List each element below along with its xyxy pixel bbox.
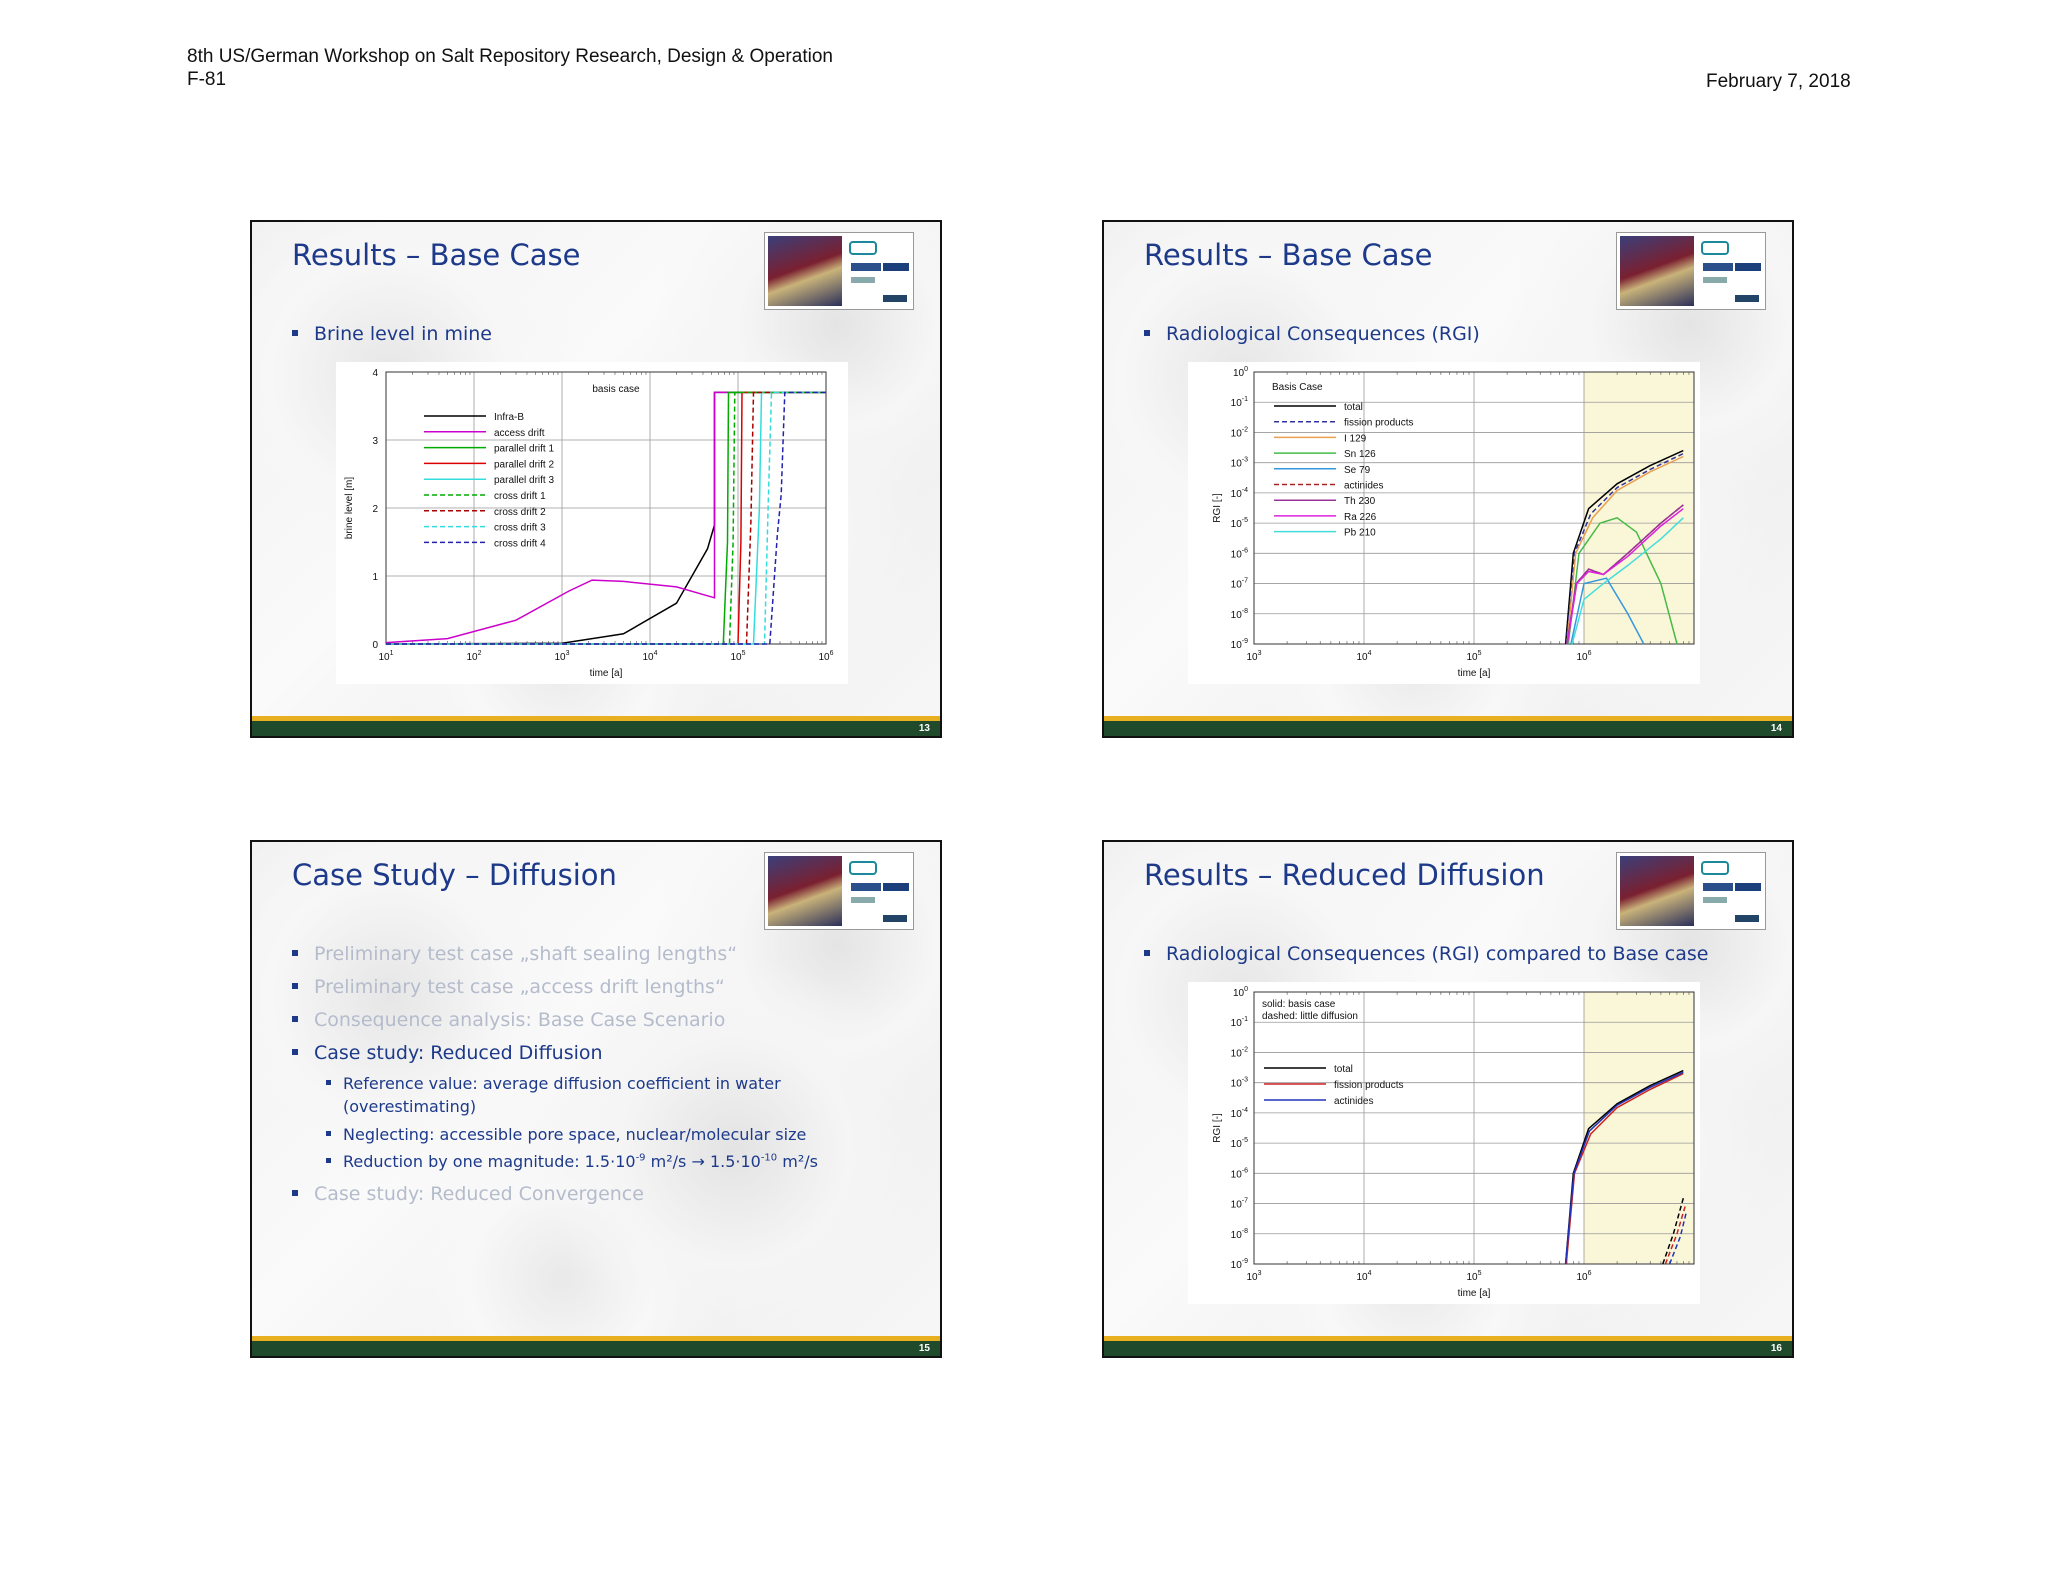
- series-line: [386, 392, 826, 644]
- tick-base: 10: [1576, 652, 1588, 663]
- bullet-item: Case study: Reduced Convergence: [292, 1183, 644, 1205]
- tick-base: 10: [1466, 652, 1478, 663]
- x-tick-label: [1356, 1270, 1371, 1283]
- bullet-item: Case study: Reduced Diffusion: [292, 1042, 603, 1064]
- slide-footer-bar: [252, 1336, 940, 1356]
- y-tick-label: [1231, 578, 1248, 591]
- chart-svg: [336, 362, 848, 684]
- legend-label: parallel drift 3: [494, 475, 555, 487]
- bullet-item: Radiological Consequences (RGI): [1144, 323, 1480, 345]
- document-code: F-81: [187, 69, 227, 90]
- tick-exponent: 4: [1367, 1270, 1372, 1277]
- slide-number: 16: [1770, 1343, 1782, 1354]
- bullet-item: Radiological Consequences (RGI) compared to Base case: [1144, 943, 1708, 965]
- tick-base: 10: [1356, 1272, 1368, 1283]
- legend-label: actinides: [1344, 480, 1384, 492]
- tick-exponent: -2: [1241, 1046, 1248, 1054]
- tick-exponent: -6: [1241, 547, 1248, 555]
- x-tick-label: [642, 650, 657, 663]
- sub-bullet-item: Reference value: average diffusion coefficient in water: [326, 1074, 781, 1093]
- y-axis-label: RGI [-]: [1212, 1113, 1223, 1143]
- slide-title: Results – Reduced Diffusion: [1144, 858, 1545, 892]
- y-tick-label: [1231, 1137, 1248, 1150]
- tick-exponent: 3: [1257, 1270, 1262, 1277]
- tick-exponent: -1: [1241, 1016, 1248, 1024]
- y-axis-label: brine level [m]: [344, 476, 355, 540]
- tick-base: 10: [730, 652, 742, 663]
- y-tick-label: [1231, 1198, 1248, 1211]
- tick-exponent: 4: [653, 650, 658, 657]
- x-tick-label: [1576, 650, 1591, 663]
- tick-base: 10: [1230, 549, 1242, 561]
- bullet-item: Consequence analysis: Base Case Scenario: [292, 1009, 725, 1031]
- slide-15: [250, 840, 942, 1358]
- legend-label: cross drift 4: [494, 538, 546, 550]
- tick-base: 10: [1230, 488, 1242, 500]
- tick-base: 10: [1576, 1272, 1588, 1283]
- legend-label: actinides: [1334, 1096, 1374, 1107]
- tick-base: 10: [1230, 398, 1242, 410]
- legend-label: Infra-B: [494, 412, 525, 423]
- tick-exponent: -6: [1241, 1167, 1248, 1175]
- legend-label: parallel drift 2: [494, 459, 555, 471]
- rgi-base-case-chart: [1188, 362, 1700, 684]
- slide-13: [250, 220, 942, 738]
- bullet-item: Brine level in mine: [292, 323, 492, 345]
- y-tick-label: [1231, 517, 1248, 530]
- series-line: [386, 392, 826, 644]
- y-tick-label: [1231, 426, 1248, 439]
- tick-exponent: -9: [1241, 1258, 1248, 1265]
- tick-base: 10: [1230, 1229, 1242, 1241]
- y-tick-label: [1231, 457, 1248, 470]
- x-axis-label: time [a]: [1457, 1288, 1491, 1299]
- tick-exponent: 5: [1477, 1270, 1482, 1277]
- slide-number: 15: [918, 1343, 930, 1354]
- legend-label: Se 79: [1344, 464, 1371, 476]
- tick-exponent: -4: [1241, 1106, 1248, 1114]
- slide-16: [1102, 840, 1794, 1358]
- tick-base: 10: [818, 652, 830, 663]
- x-tick-label: [378, 650, 393, 663]
- y-tick-label: [1231, 547, 1248, 560]
- tick-exponent: 6: [829, 650, 834, 657]
- chart-title: basis case: [592, 384, 640, 395]
- document-date: February 7, 2018: [1706, 71, 1851, 92]
- tick-exponent: -8: [1241, 607, 1248, 615]
- series-line: [386, 392, 826, 644]
- tick-base: 10: [1230, 458, 1242, 470]
- tick-exponent: 5: [741, 650, 746, 657]
- tick-base: 10: [642, 652, 654, 663]
- legend-label: fission products: [1344, 417, 1414, 429]
- y-tick-label: 2: [372, 504, 378, 515]
- tick-base: 10: [1246, 652, 1258, 663]
- legend-label: total: [1344, 402, 1363, 413]
- y-tick-label: [1233, 366, 1248, 379]
- tick-base: 10: [1230, 1108, 1242, 1120]
- tick-exponent: -1: [1241, 396, 1248, 404]
- legend-label: fission products: [1334, 1080, 1404, 1091]
- y-tick-label: [1231, 638, 1248, 651]
- legend-label: Ra 226: [1344, 511, 1377, 523]
- tick-base: 10: [1230, 609, 1242, 621]
- series-line: [386, 392, 826, 644]
- tick-exponent: -5: [1241, 1137, 1248, 1145]
- sub-bullet-item: Reduction by one magnitude: $1.5\cdot 10^{-9}$ $m^2/s \to 1.5\cdot 10^{-10}$ m²/s: [326, 1152, 818, 1171]
- tick-base: 10: [1232, 988, 1245, 999]
- y-tick-label: 0: [372, 640, 378, 651]
- tick-exponent: 1: [389, 650, 394, 657]
- tick-base: 10: [1230, 1139, 1242, 1151]
- x-tick-label: [818, 650, 833, 663]
- y-tick-label: 4: [372, 368, 378, 379]
- series-line: [386, 392, 826, 642]
- bullet-item: Preliminary test case „access drift lengths“: [292, 976, 725, 998]
- y-tick-label: [1231, 1258, 1248, 1271]
- x-tick-label: [730, 650, 745, 663]
- tick-exponent: -4: [1241, 486, 1248, 494]
- tick-exponent: -7: [1241, 1197, 1248, 1205]
- y-tick-label: [1231, 1077, 1248, 1090]
- slide-number: 13: [918, 723, 930, 734]
- legend-label: parallel drift 1: [494, 443, 555, 455]
- tick-base: 10: [466, 652, 478, 663]
- chart-subtitle: dashed: little diffusion: [1262, 1011, 1358, 1022]
- tick-base: 10: [1230, 579, 1242, 591]
- tick-exponent: 5: [1477, 650, 1482, 657]
- tick-base: 10: [378, 652, 390, 663]
- rgi-reduced-diffusion-chart: [1188, 982, 1700, 1304]
- tick-base: 10: [1232, 368, 1245, 379]
- series-line: [386, 392, 826, 644]
- tick-exponent: 0: [1244, 366, 1248, 373]
- legend-label: cross drift 2: [494, 506, 546, 518]
- tick-exponent: -2: [1241, 426, 1248, 434]
- y-tick-label: [1233, 986, 1248, 999]
- slide-footer-bar: [252, 716, 940, 736]
- x-tick-label: [1576, 1270, 1591, 1283]
- legend-label: cross drift 1: [494, 491, 546, 502]
- slide-title: Case Study – Diffusion: [292, 858, 617, 892]
- tick-exponent: -3: [1241, 1076, 1248, 1084]
- tick-exponent: -7: [1241, 577, 1248, 585]
- series-line: [386, 392, 826, 644]
- tick-base: 10: [554, 652, 566, 663]
- legend-label: cross drift 3: [494, 522, 546, 534]
- tick-base: 10: [1230, 1078, 1242, 1090]
- tick-base: 10: [1246, 1272, 1258, 1283]
- tick-exponent: 3: [565, 650, 570, 657]
- tick-base: 10: [1230, 640, 1242, 651]
- tick-exponent: 2: [477, 650, 482, 657]
- y-tick-label: 1: [372, 572, 378, 583]
- tick-exponent: -3: [1241, 456, 1248, 464]
- sub-bullet-item: Neglecting: accessible pore space, nuclear/molecular size: [326, 1125, 806, 1144]
- tick-base: 10: [1230, 1169, 1242, 1181]
- tick-base: 10: [1230, 1260, 1242, 1271]
- x-tick-label: [554, 650, 569, 663]
- tick-exponent: -8: [1241, 1227, 1248, 1235]
- tick-exponent: -9: [1241, 638, 1248, 645]
- chart-title: Basis Case: [1272, 382, 1323, 393]
- tick-exponent: 4: [1367, 650, 1372, 657]
- workshop-logo: [1616, 232, 1766, 310]
- legend-label: total: [1334, 1064, 1353, 1075]
- workshop-logo: [1616, 852, 1766, 930]
- x-tick-label: [466, 650, 481, 663]
- slide-14: [1102, 220, 1794, 738]
- slide-title: Results – Base Case: [1144, 238, 1433, 272]
- tick-exponent: 6: [1587, 1270, 1592, 1277]
- series-line: [386, 392, 826, 644]
- legend-label: Th 230: [1344, 496, 1376, 508]
- slide-title: Results – Base Case: [292, 238, 581, 272]
- tick-base: 10: [1466, 1272, 1478, 1283]
- x-tick-label: [1466, 650, 1481, 663]
- tick-exponent: 0: [1244, 986, 1248, 993]
- tick-exponent: 6: [1587, 650, 1592, 657]
- sub-bullet-continuation: (overestimating): [343, 1097, 477, 1116]
- brine-level-chart: [336, 362, 848, 684]
- chart-title: solid: basis case: [1262, 999, 1336, 1010]
- tick-base: 10: [1230, 1199, 1242, 1211]
- y-tick-label: [1231, 396, 1248, 409]
- x-axis-label: time [a]: [589, 668, 623, 679]
- tick-exponent: -5: [1241, 517, 1248, 525]
- slide-footer-bar: [1104, 716, 1792, 736]
- workshop-logo: [764, 852, 914, 930]
- tick-base: 10: [1356, 652, 1368, 663]
- x-axis-label: time [a]: [1457, 668, 1491, 679]
- y-axis-label: RGI [-]: [1212, 493, 1223, 523]
- workshop-title: 8th US/German Workshop on Salt Repository Research, Design & Operation: [187, 46, 833, 67]
- highlight-region: [1584, 992, 1694, 1264]
- series-line: [386, 392, 826, 644]
- legend-label: Pb 210: [1344, 527, 1376, 539]
- tick-base: 10: [1230, 1018, 1242, 1030]
- y-tick-label: [1231, 608, 1248, 621]
- slide-number: 14: [1770, 723, 1782, 734]
- y-tick-label: [1231, 1016, 1248, 1029]
- y-tick-label: [1231, 1046, 1248, 1059]
- x-tick-label: [1356, 650, 1371, 663]
- tick-base: 10: [1230, 1048, 1242, 1060]
- bullet-item: Preliminary test case „shaft sealing lengths“: [292, 943, 737, 965]
- x-tick-label: [1246, 1270, 1261, 1283]
- slide-footer-bar: [1104, 1336, 1792, 1356]
- legend-label: Sn 126: [1344, 449, 1376, 461]
- tick-base: 10: [1230, 519, 1242, 531]
- workshop-logo: [764, 232, 914, 310]
- tick-exponent: 3: [1257, 650, 1262, 657]
- x-tick-label: [1466, 1270, 1481, 1283]
- y-tick-label: [1231, 1228, 1248, 1241]
- tick-base: 10: [1230, 428, 1242, 440]
- chart-svg: [1188, 982, 1700, 1304]
- y-tick-label: [1231, 487, 1248, 500]
- y-tick-label: 3: [372, 436, 378, 447]
- legend-label: access drift: [494, 427, 545, 439]
- y-tick-label: [1231, 1167, 1248, 1180]
- legend-label: I 129: [1344, 433, 1367, 445]
- chart-svg: [1188, 362, 1700, 684]
- x-tick-label: [1246, 650, 1261, 663]
- y-tick-label: [1231, 1107, 1248, 1120]
